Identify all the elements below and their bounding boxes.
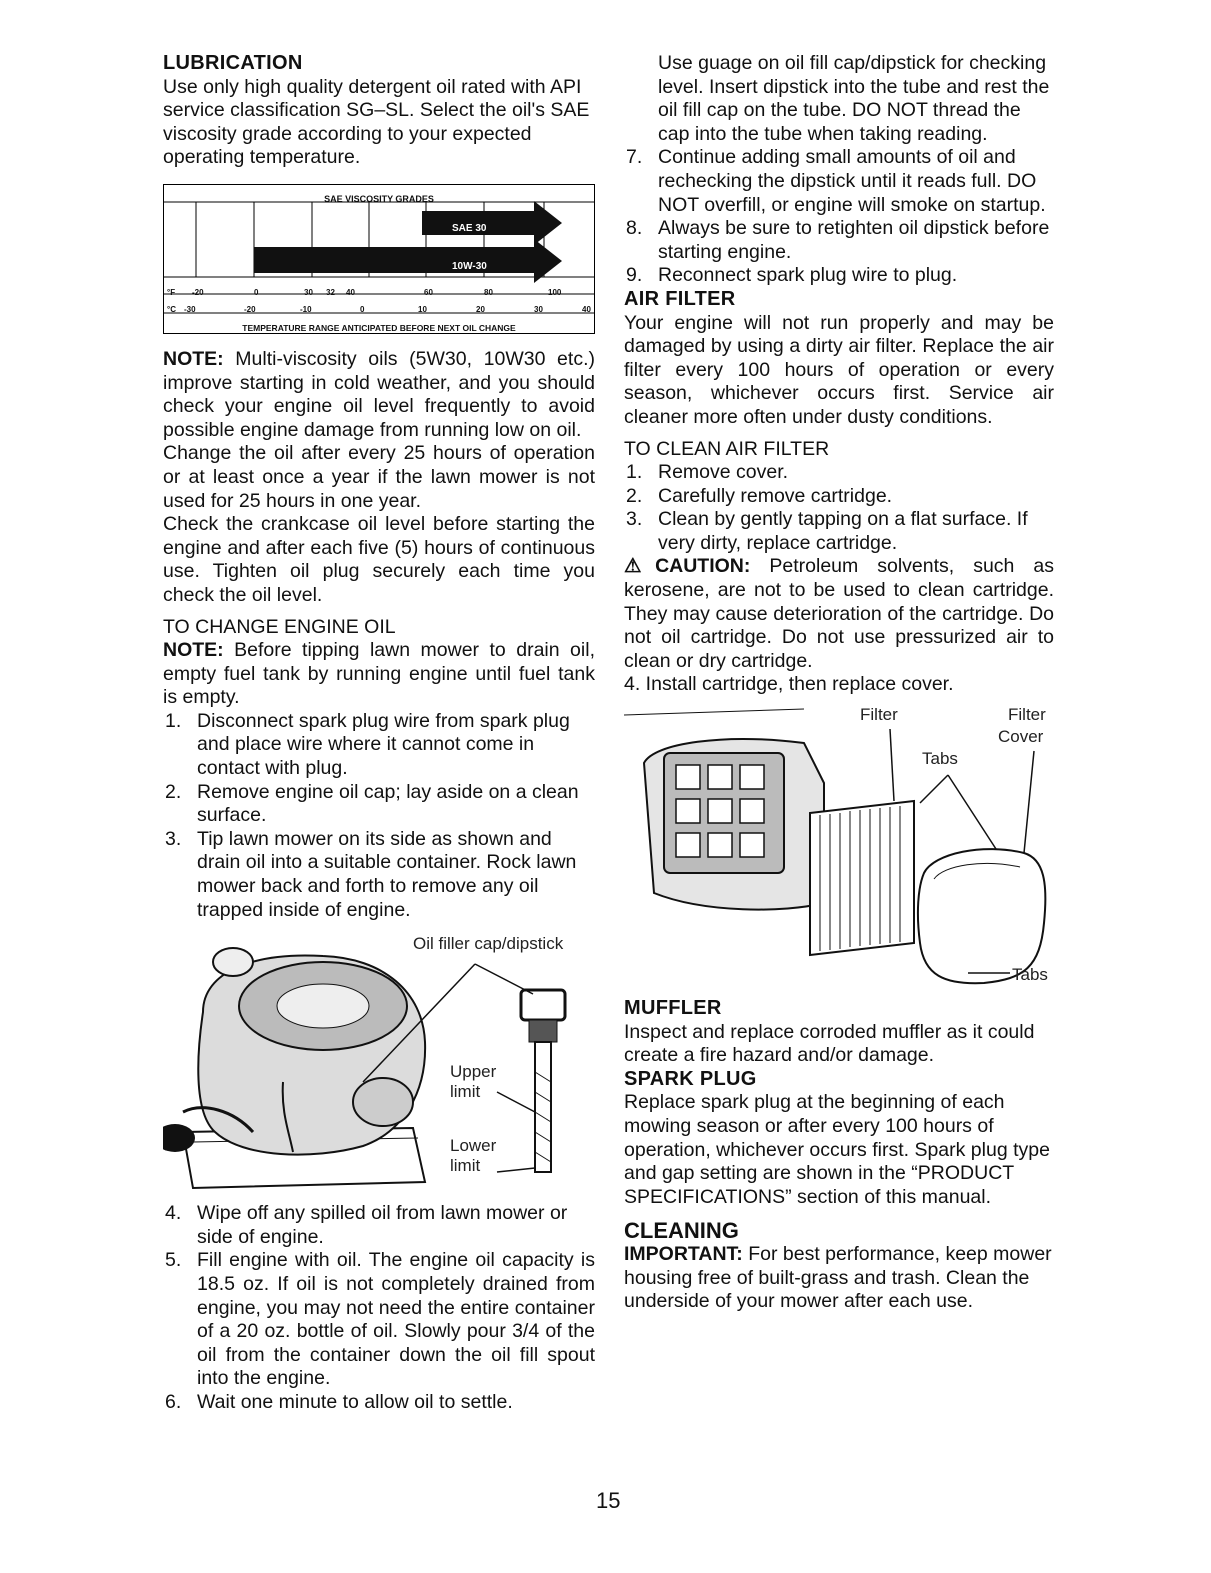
step-number: 1. bbox=[165, 709, 182, 732]
muffler-heading: MUFFLER bbox=[624, 997, 722, 1020]
step-text: Tip lawn mower on its side as shown and drain oil into a suitable container. Rock lawn mower back and forth to remove any oil trapped inside of engine. bbox=[197, 827, 577, 921]
c-tick: -30 bbox=[184, 304, 196, 314]
step-number: 9. bbox=[626, 264, 643, 287]
list-item bbox=[163, 1249, 595, 1391]
step-text: Remove engine oil cap; lay aside on a clean surface. bbox=[197, 780, 579, 827]
c-tick: 40 bbox=[582, 304, 591, 314]
change-oil-heading: TO CHANGE ENGINE OIL bbox=[163, 615, 396, 638]
mower-engine-illustration bbox=[163, 932, 595, 1196]
page-number: 15 bbox=[596, 1488, 621, 1513]
10w30-label: 10W-30 bbox=[452, 260, 487, 272]
air-filter-figure bbox=[624, 703, 1054, 1003]
step-text: Wipe off any spilled oil from lawn mower or side of engine. bbox=[197, 1202, 568, 1248]
sae-chart-title: SAE VISCOSITY GRADES bbox=[324, 193, 434, 204]
step-number: 4. bbox=[165, 1202, 182, 1225]
lubrication-heading: LUBRICATION bbox=[163, 52, 303, 74]
c-unit: °C bbox=[167, 304, 176, 314]
step-text: Carefully remove cartridge. bbox=[658, 484, 893, 507]
step-number: 3. bbox=[165, 827, 182, 850]
spark-plug-text: Replace spark plug at the beginning of each mowing season or after every 100 hours of operation, whichever occurs first. Spark plug type and gap setting are shown in the “PRODUCT SPECIFICATIONS” section of this manual. bbox=[624, 1091, 1050, 1208]
install-step: 4. Install cartridge, then replace cover. bbox=[624, 673, 954, 696]
c-tick: 10 bbox=[418, 304, 427, 314]
step-number: 2. bbox=[165, 780, 182, 803]
list-item bbox=[163, 1202, 595, 1249]
air-filter-text: Your engine will not run properly and may be damaged by using a dirty air filter. Replace the air filter every 100 hours of operation or every season, whichever occurs first. Service air cleaner more often under dusty conditions. bbox=[624, 311, 1054, 428]
cleaning-heading: CLEANING bbox=[624, 1218, 739, 1244]
check-crankcase-para: Check the crankcase oil level before starting the engine and after each five (5) hours of continuous use. Tighten oil plug securely each time you check the oil level. bbox=[163, 513, 595, 606]
step-text: Fill engine with oil. The engine oil capacity is 18.5 oz. If oil is not completely drained from engine, you may not need the entire container of a 20 oz. bottle of oil. Slowly pour 3/4 of the oil from the container down the oil fill spout into the engine. bbox=[197, 1249, 595, 1390]
c-tick: 30 bbox=[534, 304, 543, 314]
list-item bbox=[624, 485, 1054, 509]
note-tipping bbox=[163, 639, 595, 710]
oil-drain-figure bbox=[163, 932, 595, 1196]
air-filter-heading: AIR FILTER bbox=[624, 287, 736, 310]
step-number: 3. bbox=[626, 508, 643, 531]
f-tick: 32 bbox=[326, 287, 335, 297]
list-item bbox=[163, 1391, 595, 1415]
important-note bbox=[624, 1243, 1054, 1314]
steps-list-c bbox=[624, 146, 1054, 288]
caution-note bbox=[624, 555, 1054, 673]
f-tick: 80 bbox=[484, 287, 493, 297]
lubrication-intro: Use only high quality detergent oil rated with API service classification SG–SL. Select the oil's SAE viscosity grade according to your expected operating temperature. bbox=[163, 75, 590, 169]
steps-list-a bbox=[163, 710, 595, 922]
spark-plug-heading: SPARK PLUG bbox=[624, 1067, 757, 1090]
list-item bbox=[624, 264, 1054, 288]
f-unit: °F bbox=[167, 287, 176, 297]
filter-cover-label-2: Cover bbox=[998, 727, 1044, 747]
important-text: For best performance, keep mower housing free of built-grass and trash. Clean the underside of your mower after each use. bbox=[624, 1242, 1052, 1313]
lower-limit-label: Lower bbox=[450, 1136, 497, 1156]
upper-limit-label-2: limit bbox=[450, 1082, 481, 1102]
note-label: NOTE: bbox=[163, 639, 224, 662]
lower-limit-label-2: limit bbox=[450, 1156, 481, 1176]
note-text: Before tipping lawn mower to drain oil, empty fuel tank by running engine until fuel tank is empty. bbox=[163, 639, 595, 709]
oil-filler-cap-label: Oil filler cap/dipstick bbox=[413, 934, 564, 954]
right-column bbox=[624, 52, 1054, 1314]
step-text: Wait one minute to allow oil to settle. bbox=[197, 1390, 513, 1413]
list-item bbox=[163, 781, 595, 828]
clean-air-filter-heading: TO CLEAN AIR FILTER bbox=[624, 437, 830, 460]
tabs-label: Tabs bbox=[922, 749, 958, 769]
c-ticks bbox=[164, 298, 594, 314]
steps-list-b bbox=[163, 1202, 595, 1414]
list-item bbox=[624, 146, 1054, 217]
left-column bbox=[163, 52, 595, 1415]
step-number: 1. bbox=[626, 461, 643, 484]
steps-list-d bbox=[624, 461, 1054, 555]
step-number: 6. bbox=[165, 1390, 182, 1413]
list-item bbox=[624, 217, 1054, 264]
f-tick: 30 bbox=[304, 287, 313, 297]
step-number: 5. bbox=[165, 1249, 182, 1272]
step-text: Reconnect spark plug wire to plug. bbox=[658, 264, 958, 287]
c-tick: -20 bbox=[244, 304, 256, 314]
f-tick: 60 bbox=[424, 287, 433, 297]
caution-text: Petroleum solvents, such as kerosene, are not to be used to clean cartridge. They may cause deterioration of the cartridge. Do not oil cartridge. Do not use pressurized air to clean or dry cartridge. bbox=[624, 555, 1054, 672]
c-tick: 20 bbox=[476, 304, 485, 314]
step-text: Disconnect spark plug wire from spark plug and place wire where it cannot come in contact with plug. bbox=[197, 709, 570, 780]
step-text: Continue adding small amounts of oil and rechecking the dipstick until it reads full. DO NOT overfill, or engine will smoke on startup. bbox=[658, 146, 1046, 216]
step-text: Always be sure to retighten oil dipstick before starting engine. bbox=[658, 217, 1050, 263]
gauge-para: Use guage on oil fill cap/dipstick for checking level. Insert dipstick into the tube and rest the oil fill cap on the tube. DO NOT thread the cap into the tube when taking reading. bbox=[658, 52, 1050, 145]
tabs-label-bottom: Tabs bbox=[1012, 965, 1048, 985]
step-number: 8. bbox=[626, 217, 643, 240]
sae30-label: SAE 30 bbox=[452, 222, 487, 234]
10w30-bar bbox=[254, 239, 562, 283]
step-number: 7. bbox=[626, 146, 643, 169]
list-item bbox=[163, 828, 595, 922]
c-tick: 0 bbox=[360, 304, 365, 314]
muffler-text: Inspect and replace corroded muffler as it could create a fire hazard and/or damage. bbox=[624, 1020, 1035, 1067]
note-label: NOTE: bbox=[163, 347, 224, 370]
important-label: IMPORTANT: bbox=[624, 1242, 743, 1265]
f-tick: 0 bbox=[254, 287, 259, 297]
sae-viscosity-chart bbox=[163, 184, 595, 334]
step-text: Remove cover. bbox=[658, 461, 789, 484]
change-oil-para: Change the oil after every 25 hours of operation or at least once a year if the lawn mower is not used for 25 hours in one year. bbox=[163, 442, 595, 512]
f-tick: -20 bbox=[192, 287, 204, 297]
sae-chart-footer: TEMPERATURE RANGE ANTICIPATED BEFORE NEXT OIL CHANGE bbox=[242, 322, 516, 333]
list-item bbox=[624, 508, 1054, 555]
note-multiviscosity bbox=[163, 348, 595, 442]
caution-label: CAUTION: bbox=[655, 555, 751, 578]
step-number: 2. bbox=[626, 484, 643, 507]
f-tick: 40 bbox=[346, 287, 355, 297]
upper-limit-label: Upper bbox=[450, 1062, 497, 1082]
c-tick: -10 bbox=[300, 304, 312, 314]
f-ticks bbox=[164, 281, 594, 297]
air-filter-illustration bbox=[624, 703, 1054, 1003]
list-item bbox=[163, 710, 595, 781]
list-item bbox=[624, 461, 1054, 485]
note-text: Multi-viscosity oils (5W30, 10W30 etc.) improve starting in cold weather, and you should check your engine oil level frequently to avoid possible engine damage from running low on oil. bbox=[163, 347, 595, 441]
warning-icon: ⚠ bbox=[624, 555, 656, 578]
f-tick: 100 bbox=[548, 287, 562, 297]
step-text: Clean by gently tapping on a flat surface. If very dirty, replace cartridge. bbox=[658, 508, 1028, 554]
filter-cover-label: Filter bbox=[1008, 705, 1046, 725]
filter-label: Filter bbox=[860, 705, 898, 725]
